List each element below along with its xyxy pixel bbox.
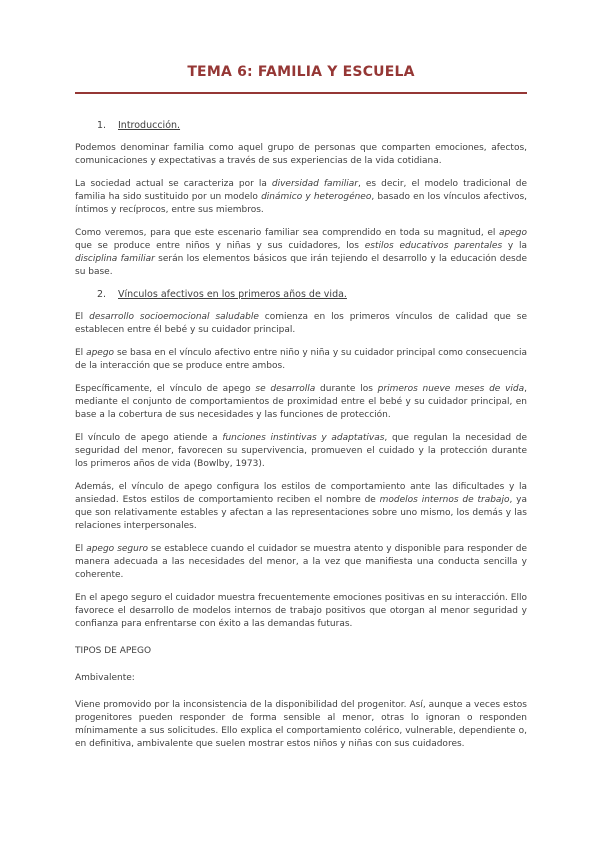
section-heading [97, 120, 527, 131]
paragraph [75, 699, 527, 751]
text-run: que se produce entre niños y niñas y sus cuidadores, los [75, 241, 365, 251]
text-run: Viene promovido por la inconsistencia de la disponibilidad del progenitor. Así, aunque a veces estos progenitores pueden responder de forma sensible al menor, otras lo ignoran o responden mínimamente a sus solicitudes. Ello explica el comportamiento colérico, vulnerable, dependiente o, en definitiva, ambivalente que suelen mostrar estos niños y niñas con sus cuidadores. [75, 700, 527, 749]
document-content [75, 120, 527, 751]
text-run: comienza en los primeros vínculos de calidad que se establecen entre él bebé y su cuidador principal. [75, 312, 527, 335]
text-run: La sociedad actual se caracteriza por la [75, 179, 272, 189]
text-run: y la [502, 241, 527, 251]
heading-text: Introducción. [118, 120, 181, 131]
emphasis-text: estilos educativos parentales [364, 241, 503, 251]
text-run: , es decir, el modelo tradicional de familia ha sido sustituido por un modelo [75, 179, 527, 202]
emphasis-text: disciplina familiar [75, 254, 155, 264]
heading-number: 2. [97, 289, 107, 300]
text-run: Podemos denominar familia como aquel grupo de personas que comparten emociones, afectos, comunicaciones y expectativas a través de sus experiencias de la vida cotidiana. [75, 143, 527, 166]
heading-number: 1. [97, 120, 107, 131]
paragraph [75, 543, 527, 582]
text-run: durante los [315, 384, 378, 394]
section-heading [97, 289, 527, 300]
paragraph [75, 592, 527, 631]
paragraph [75, 311, 527, 337]
emphasis-text: desarrollo socioemocional saludable [89, 312, 259, 322]
text-run: serán los elementos básicos que irán tejiendo el desarrollo y la educación desde su base. [75, 254, 527, 277]
emphasis-text: dinámico y heterogéneo [261, 192, 372, 202]
paragraph [75, 227, 527, 279]
text-run: se establece cuando el cuidador se muestra atento y disponible para responder de manera adecuada a las necesidades del menor, a la vez que manifiesta una conducta sencilla y coherente. [75, 544, 527, 580]
document-title: TEMA 6: FAMILIA Y ESCUELA [187, 64, 415, 80]
text-run: , basado en los vínculos afectivos, íntimos y recíprocos, entre sus miembros. [75, 192, 528, 215]
emphasis-text: apego seguro [86, 544, 149, 554]
emphasis-text: diversidad familiar [271, 179, 358, 189]
paragraph [75, 383, 527, 422]
paragraph [75, 672, 527, 685]
text-run: , ya que son relativamente estables y afectan a las representaciones sobre uno mismo, los demás y las relaciones interpersonales. [75, 495, 527, 531]
emphasis-text: apego [86, 348, 115, 358]
text-run: Ambivalente: [75, 673, 135, 683]
emphasis-text: apego [499, 228, 527, 238]
text-run: Como veremos, para que este escenario familiar sea comprendido en toda su magnitud, el [75, 228, 500, 238]
text-run: se basa en el vínculo afectivo entre niño y niña y su cuidador principal como consecuencia de la interacción que se produce entre ambos. [75, 348, 527, 371]
text-run: Específicamente, el vínculo de apego [75, 384, 256, 394]
paragraph [75, 645, 527, 658]
text-run: El vínculo de apego atiende a [75, 433, 223, 443]
text-run: , mediante el conjunto de comportamientos de proximidad entre el bebé y su cuidador principal, en base a la cobertura de sus necesidades y las funciones de protección. [75, 384, 528, 420]
title-divider [75, 92, 527, 94]
emphasis-text: se desarrolla [255, 384, 316, 394]
paragraph [75, 347, 527, 373]
text-run: TIPOS DE APEGO [75, 646, 152, 656]
text-run: Además, el vínculo de apego configura los estilos de comportamiento ante las dificultades y la ansiedad. Estos estilos de comportamiento reciben el nombre de [75, 482, 527, 505]
heading-text: Vínculos afectivos en los primeros años de vida. [118, 289, 347, 300]
text-run: En el apego seguro el cuidador muestra frecuentemente emociones positivas en su interacción. Ello favorece el desarrollo de modelos internos de trabajo positivos que otorgan al menor seguridad y confianza para enfrentarse con éxito a las demandas futuras. [75, 593, 527, 629]
paragraph [75, 481, 527, 533]
text-run: , que regulan la necesidad de seguridad del menor, favorecen su supervivencia, promueven el cuidado y la protección durante los primeros años de vida (Bowlby, 1973). [75, 433, 527, 469]
paragraph [75, 142, 527, 168]
paragraph [75, 432, 527, 471]
text-run: El [75, 544, 87, 554]
text-run: El [75, 348, 87, 358]
emphasis-text: primeros nueve meses de vida [377, 384, 525, 394]
text-run: El [75, 312, 90, 322]
emphasis-text: modelos internos de trabajo [379, 495, 510, 505]
paragraph [75, 178, 527, 217]
emphasis-text: funciones instintivas y adaptativas [222, 433, 385, 443]
